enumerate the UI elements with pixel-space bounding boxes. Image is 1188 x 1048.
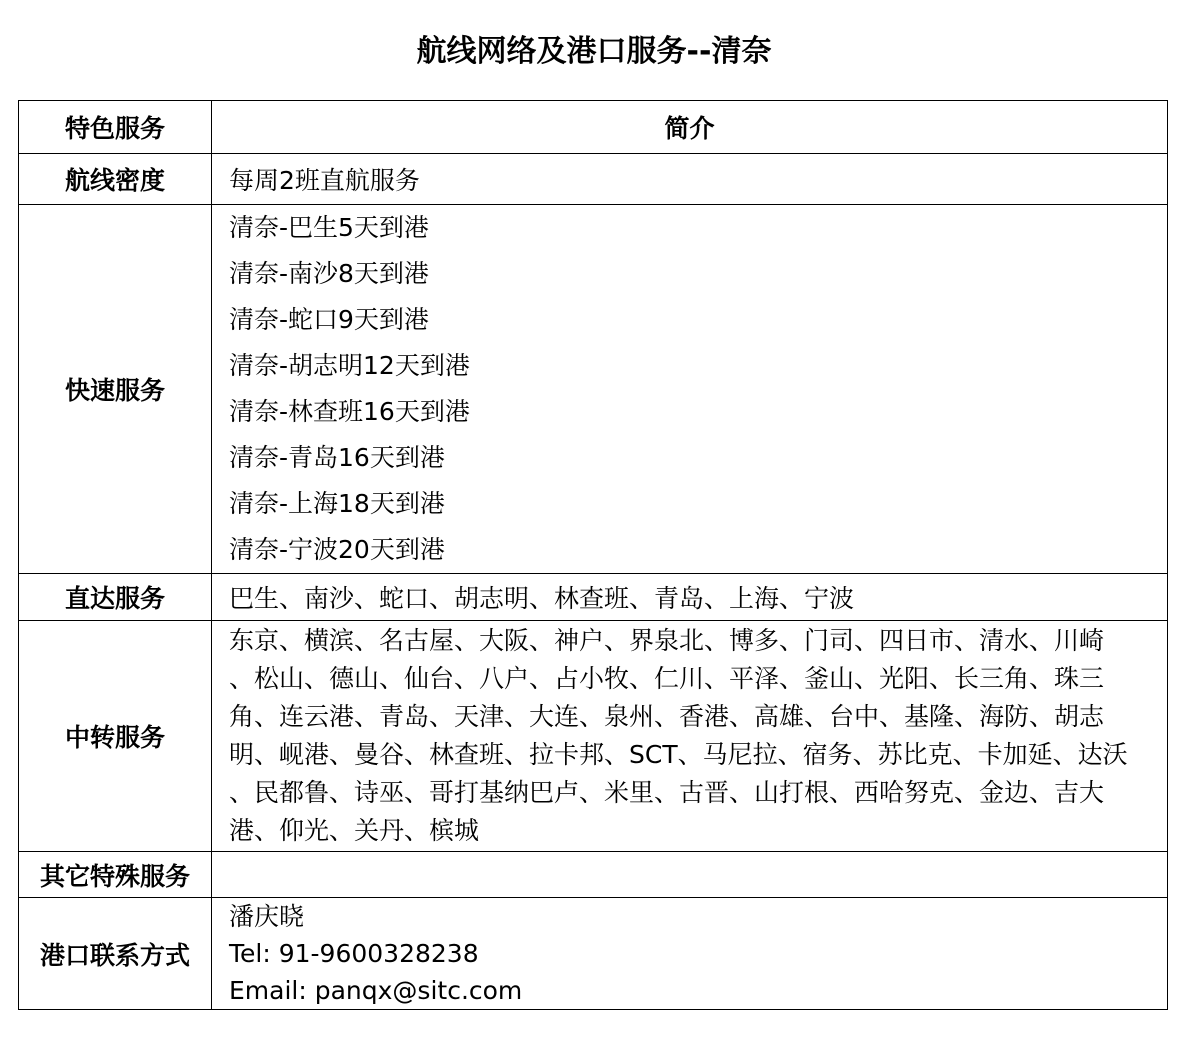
table-row-contact: [19, 898, 1168, 1010]
route-density-value: 每周2班直航服务: [212, 154, 1168, 205]
transfer-service-line: 明、岘港、曼谷、林查班、拉卡邦、SCT、马尼拉、宿务、苏比克、卡加延、达沃: [229, 740, 1128, 769]
table-row-transfer-service: [19, 621, 1168, 852]
table-row-direct-service: [19, 574, 1168, 621]
transfer-service-line: 港、仰光、关丹、槟城: [229, 816, 480, 845]
direct-service-label: 直达服务: [19, 574, 212, 621]
header-feature: 特色服务: [19, 101, 212, 154]
transfer-service-line: 东京、横滨、名古屋、大阪、神户、界泉北、博多、门司、四日市、清水、川崎: [229, 626, 1105, 655]
fast-service-item: 清奈-宁波20天到港: [229, 535, 445, 564]
fast-service-item: 清奈-上海18天到港: [229, 489, 445, 518]
direct-service-value: 巴生、南沙、蛇口、胡志明、林查班、青岛、上海、宁波: [212, 574, 1168, 621]
header-description: 简介: [212, 101, 1168, 154]
transfer-service-list: [212, 621, 1168, 852]
fast-service-item: 清奈-林查班16天到港: [229, 397, 470, 426]
transfer-service-line: 、民都鲁、诗巫、哥打基纳巴卢、米里、古晋、山打根、西哈努克、金边、吉大: [229, 778, 1105, 807]
transfer-service-label: 中转服务: [19, 621, 212, 852]
table-row-other-service: [19, 852, 1168, 898]
page-title: 航线网络及港口服务--清奈: [416, 34, 772, 69]
service-table: [18, 100, 1168, 1010]
fast-service-label: 快速服务: [19, 205, 212, 574]
fast-service-item: 清奈-胡志明12天到港: [229, 351, 470, 380]
fast-service-item: 清奈-南沙8天到港: [229, 259, 429, 288]
table-row-fast-service: [19, 205, 1168, 574]
table-row-route-density: [19, 154, 1168, 205]
fast-service-item: 清奈-青岛16天到港: [229, 443, 445, 472]
contact-email: Email: panqx@sitc.com: [229, 976, 523, 1005]
fast-service-item: 清奈-巴生5天到港: [229, 213, 429, 242]
contact-tel: Tel: 91-9600328238: [229, 939, 479, 968]
other-service-value: [212, 852, 1168, 898]
contact-details: [212, 898, 1168, 1010]
route-density-label: 航线密度: [19, 154, 212, 205]
transfer-service-line: 、松山、德山、仙台、八户、占小牧、仁川、平泽、釜山、光阳、长三角、珠三: [229, 664, 1105, 693]
table-header-row: [19, 101, 1168, 154]
transfer-service-line: 角、连云港、青岛、天津、大连、泉州、香港、高雄、台中、基隆、海防、胡志: [229, 702, 1105, 731]
fast-service-item: 清奈-蛇口9天到港: [229, 305, 429, 334]
contact-name: 潘庆晓: [229, 902, 305, 931]
fast-service-list: [212, 205, 1168, 574]
other-service-label: 其它特殊服务: [19, 852, 212, 898]
contact-label: 港口联系方式: [19, 898, 212, 1010]
